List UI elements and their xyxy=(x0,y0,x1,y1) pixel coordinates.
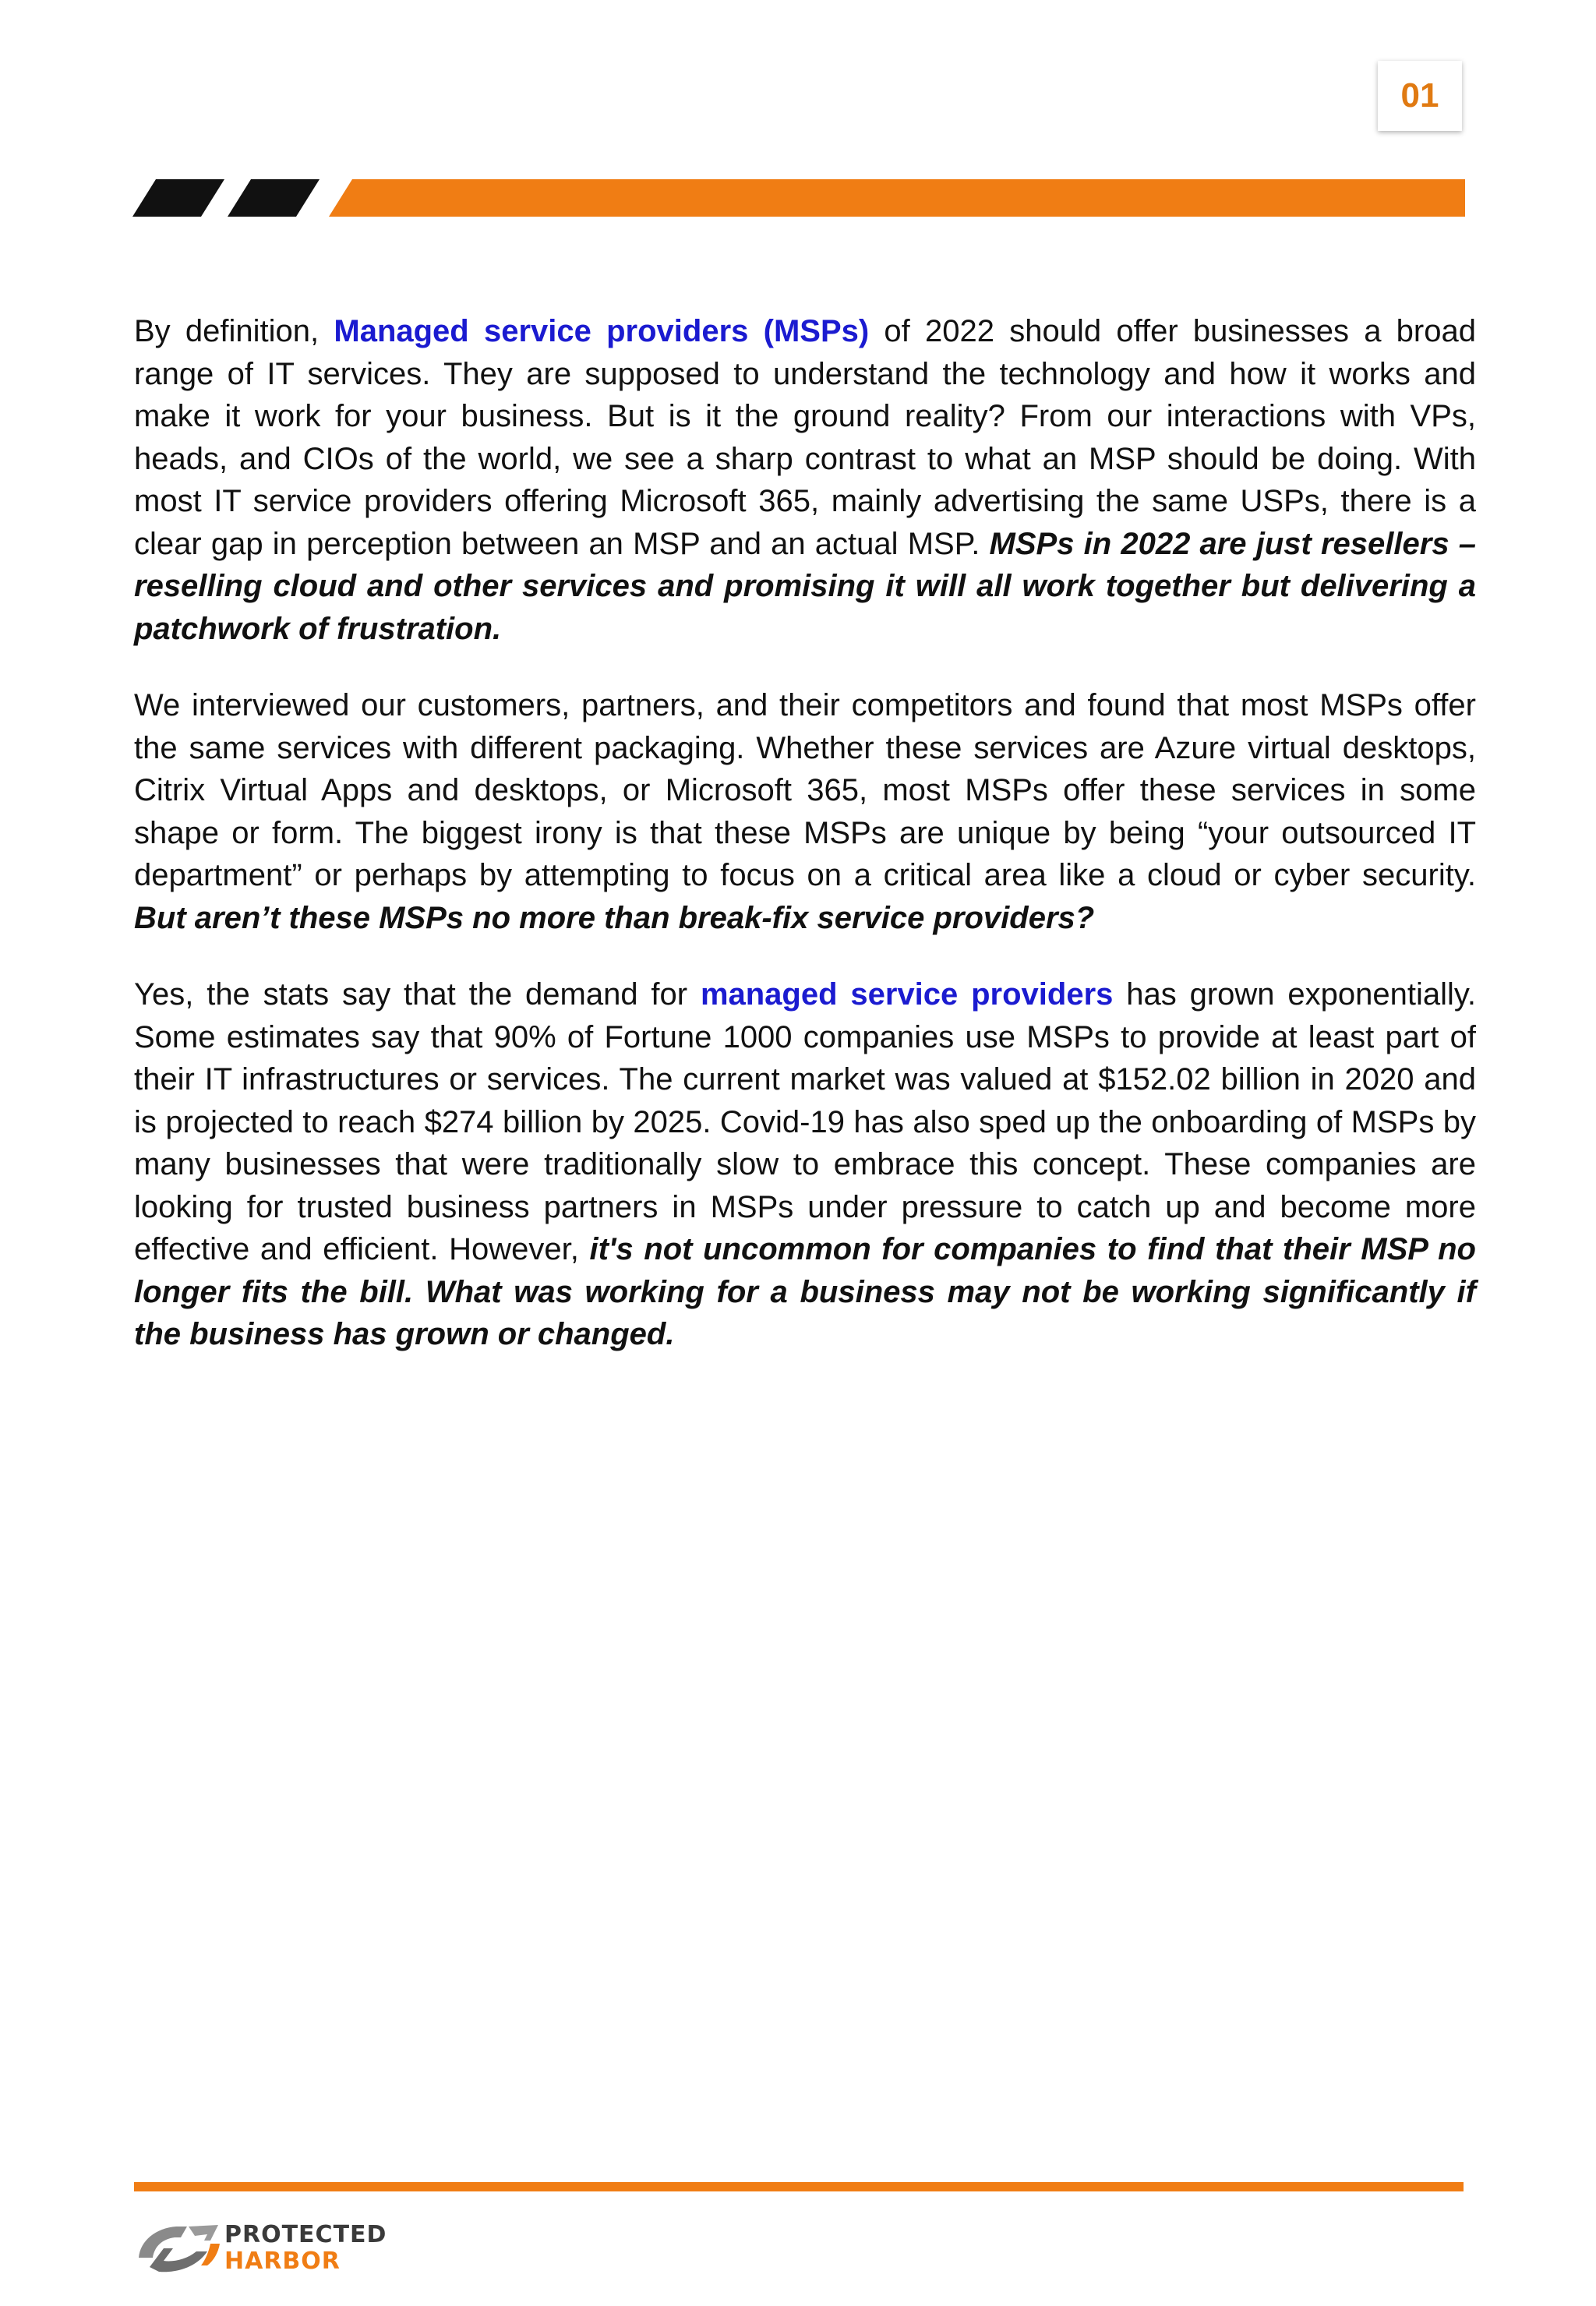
body-paragraph xyxy=(134,684,1476,939)
inline-link[interactable]: Managed service providers (MSPs) xyxy=(334,314,870,348)
header-stripe-bar xyxy=(132,179,1465,220)
logo-wordmark xyxy=(224,2222,387,2275)
logo-text-harbor: HARBOR xyxy=(224,2248,341,2275)
harbor-logo-icon xyxy=(132,2217,226,2280)
article-body xyxy=(134,310,1476,1390)
footer-rule xyxy=(134,2182,1464,2191)
body-paragraph xyxy=(134,310,1476,650)
inline-link[interactable]: managed service providers xyxy=(700,977,1114,1012)
page-number: 01 xyxy=(1378,61,1462,131)
header-stripe-orange xyxy=(329,179,1465,217)
paragraph-text: has grown exponentially. Some estimates say that 90% of Fortune 1000 companies use MSPs to provide at least part of their IT infrastructures or services. The current market was valued at $152.02 billion in 2020 and is projected to reach $274 billion by 2025. Covid-19 has also sped up the onboarding of MSPs by many businesses that were traditionally slow to embrace this concept. These companies are looking for trusted business partners in MSPs under pressure to catch up and become more effective and efficient. However, xyxy=(134,977,1477,1266)
paragraph-text: We interviewed our customers, partners, and their competitors and found that most MSPs offer the same services with different packaging. Whether these services are Azure virtual desktops, Citrix Virtual Apps and desktops, or Microsoft 365, most MSPs offer these services in some shape or form. The biggest irony is that these MSPs are unique by being “your outsourced IT department” or perhaps by attempting to focus on a critical area like a cloud or cyber security. xyxy=(134,688,1476,892)
company-logo xyxy=(132,2217,397,2280)
emphasized-text: MSPs in 2022 are just resellers – reselling cloud and other services and promising it will all work together but delivering a patchwork of frustration. xyxy=(134,526,1476,646)
paragraph-text: of 2022 should offer businesses a broad range of IT services. They are supposed to understand the technology and how it works and make it work for your business. But is it the ground reality? From our interactions with VPs, heads, and CIOs of the world, we see a sharp contrast to what an MSP should be doing. With most IT service providers offering Microsoft 365, mainly advertising the same USPs, there is a clear gap in perception between an MSP and an actual MSP. xyxy=(134,314,1476,561)
emphasized-text: But aren’t these MSPs no more than break-fix service providers? xyxy=(134,900,1095,935)
paragraph-text: By definition, xyxy=(134,314,334,348)
paragraph-text: Yes, the stats say that the demand for xyxy=(134,977,701,1012)
header-stripe-dark-2 xyxy=(228,179,320,217)
body-paragraph xyxy=(134,973,1476,1356)
header-stripe-dark-1 xyxy=(132,179,224,217)
emphasized-text: it's not uncommon for companies to find that their MSP no longer fits the bill. What was working for a business may not be working significantly if the business has grown or changed. xyxy=(134,1232,1476,1351)
logo-text-protected: PROTECTED xyxy=(224,2221,387,2248)
